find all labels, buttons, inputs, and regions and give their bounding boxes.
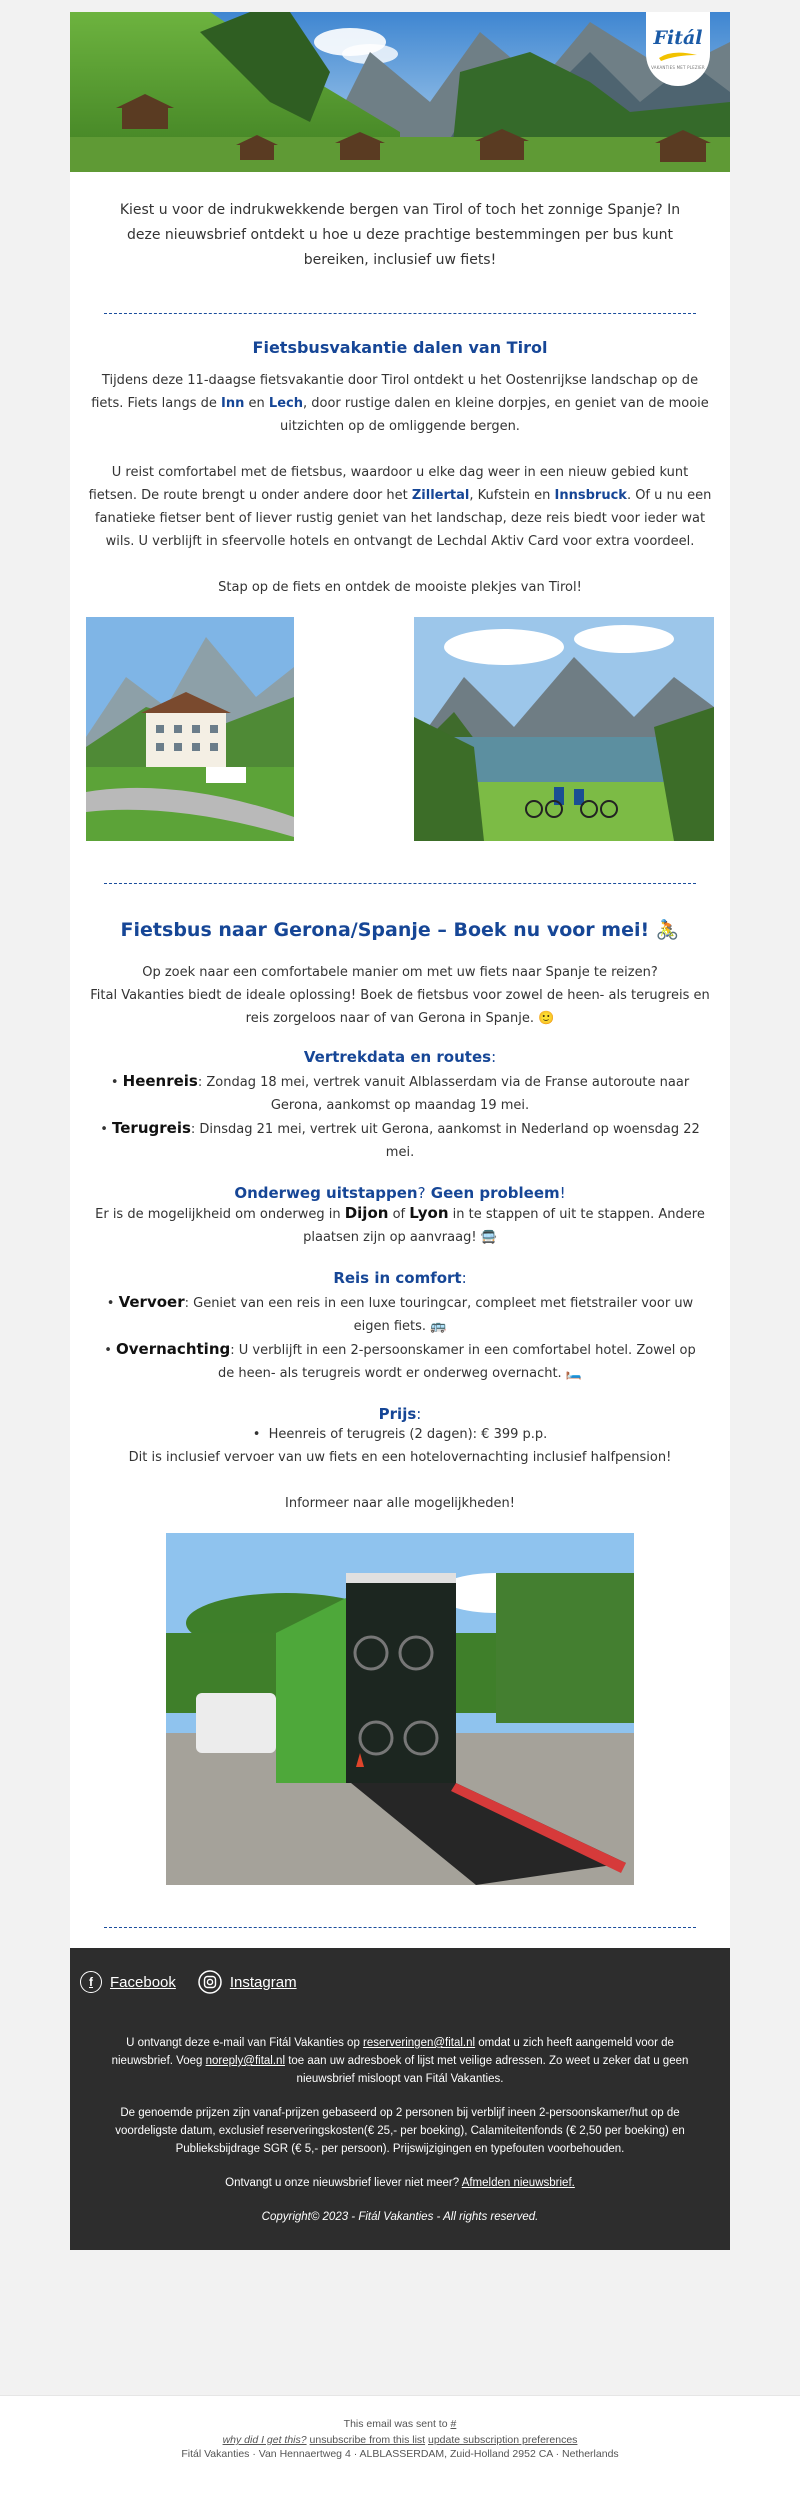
logo-word: Fitál — [653, 26, 703, 49]
unsubscribe-link[interactable]: Afmelden nieuwsbrief. — [461, 2177, 575, 2189]
coach-icon: 🚌 — [430, 1319, 447, 1334]
overnachting-item: • Overnachting: U verblijft in een 2-persoonskamer in een comfortabel hotel. Zowel op de heen- als terugreis wordt er onderweg overnacht. 🛏️ — [104, 1340, 696, 1381]
logo-swoosh-icon — [658, 51, 698, 61]
noreply-email-link[interactable]: noreply@fital.nl — [205, 2055, 286, 2067]
gerona-title: Fietsbus naar Gerona/Spanje – Boek nu voor mei! 🚴 — [120, 919, 680, 941]
stops-title: Onderweg uitstappen? Geen probleem! — [234, 1184, 566, 1202]
vervoer-item: • Vervoer: Geniet van een reis in een luxe touringcar, compleet met fietstrailer voor uw eigen fiets. 🚌 — [106, 1293, 694, 1334]
prijs-title: Prijs: — [378, 1405, 422, 1423]
tirol-photos — [70, 617, 730, 841]
lake-cyclists-photo — [414, 617, 714, 841]
instagram-icon — [198, 1970, 222, 1994]
tirol-paragraph-3: Stap op de fiets en ontdek de mooiste plekjes van Tirol! — [218, 580, 582, 595]
prijs-note: Dit is inclusief vervoer van uw fiets en een hotelovernachting inclusief halfpension! — [128, 1450, 672, 1465]
hotel-photo — [86, 617, 294, 841]
email-meta-footer — [0, 2395, 800, 2507]
zillertal-link: Zillertal — [411, 488, 470, 503]
intro-text: Kiest u voor de indrukwekkende bergen van Tirol of toch het zonnige Spanje? In deze nieuwsbrief ontdekt u hoe u deze prachtige bestemmingen per bus kunt bereiken, inclusief uw fiets! — [119, 202, 681, 268]
bike-trailer-photo — [70, 1533, 730, 1885]
facebook-icon: f — [80, 1971, 102, 1993]
tirol-paragraph-2: U reist comfortabel met de fietsbus, waardoor u elke dag weer in een nieuw gebied kunt fietsen. De route brengt u onder andere door het Zillertal, Kufstein en Innsbruck. Of u nu een fanatieke fietser bent of liever rustig geniet van het landschap, deze reis biedt voor ieder wat wils. U verblijft in sfeervolle hotels en ontvangt de Lechdal Aktiv Card voor extra voordeel. — [88, 465, 712, 549]
facebook-link[interactable]: f Facebook — [80, 1970, 176, 1994]
why-link[interactable]: why did I get this? — [222, 2434, 307, 2446]
cta-text: Informeer naar alle mogelijkheden! — [285, 1496, 515, 1511]
fital-logo[interactable] — [646, 12, 710, 86]
smiley-icon: 🙂 — [538, 1011, 555, 1026]
social-links — [80, 1970, 720, 1994]
bed-icon: 🛏️ — [565, 1366, 583, 1381]
instagram-link[interactable]: Instagram — [198, 1970, 297, 1994]
sender-address: Fitál Vakanties · Van Hennaertweg 4 · ALBLASSERDAM, Zuid-Holland 2952 CA · Netherlands — [181, 2448, 619, 2460]
sent-to-link[interactable]: # — [450, 2418, 457, 2430]
reserveringen-email-link[interactable]: reserveringen@fital.nl — [363, 2037, 476, 2049]
update-preferences-link[interactable]: update subscription preferences — [428, 2434, 578, 2446]
footer-notice: U ontvangt deze e-mail van Fitál Vakanties op reserveringen@fital.nl omdat u zich heeft aangemeld voor de nieuwsbrief. Voeg noreply@fital.nl toe aan uw adresboek of lijst met veilige adressen. Zo weet u zeker dat u geen nieuwsbrief misloopt van Fitál Vakanties. — [111, 2037, 689, 2085]
meta-links — [0, 2434, 800, 2446]
footer-copyright: Copyright© 2023 - Fitál Vakanties - All rights reserved. — [261, 2211, 539, 2223]
stops-text: Er is de mogelijkheid om onderweg in Dijon of Lyon in te stappen of uit te stappen. Andere plaatsen zijn op aanvraag! 🚍 — [95, 1204, 705, 1245]
tirol-paragraph-1: Tijdens deze 11-daagse fietsvakantie door Tirol ontdekt u het Oostenrijkse landschap op de fiets. Fiets langs de Inn en Lech, door rustige dalen en kleine dorpjes, en geniet van de mooie uitzichten op de omliggende bergen. — [91, 373, 709, 434]
terugreis-item: • Terugreis: Dinsdag 21 mei, vertrek uit Gerona, aankomst in Nederland op woensdag 22 mei. — [100, 1119, 700, 1160]
hero-image — [70, 12, 730, 172]
innsbruck-link: Innsbruck — [554, 488, 627, 503]
gerona-intro: Op zoek naar een comfortabele manier om met uw fiets naar Spanje te reizen? Fital Vakanties biedt de ideale oplossing! Boek de fietsbus voor zowel de heen- als terugreis en reis zorgeloos naar of van Gerona in Spanje. 🙂 — [90, 965, 710, 1026]
newsletter-container — [70, 12, 730, 2250]
cyclist-icon: 🚴 — [655, 919, 680, 941]
sent-to-line: This email was sent to # — [343, 2418, 457, 2430]
tirol-title: Fietsbusvakantie dalen van Tirol — [252, 338, 548, 357]
footer — [70, 1948, 730, 2250]
logo-tagline: VAKANTIES MET PLEZIER — [651, 64, 705, 70]
prijs-item: • Heenreis of terugreis (2 dagen): € 399 p.p. — [252, 1427, 548, 1442]
bus-icon: 🚍 — [480, 1230, 497, 1245]
inn-link: Inn — [221, 396, 245, 411]
footer-prices-disclaimer: De genoemde prijzen zijn vanaf-prijzen gebaseerd op 2 personen bij verblijf ineen 2-persoonskamer/hut op de voordeligste datum, exclusief reserveringskosten(€ 25,- per boeking), Calamiteitenfonds (€ 2,50 per boeking) en Publieksbijdrage SGR (€ 5,- per persoon). Prijswijzigingen en typefouten voorbehouden. — [115, 2107, 685, 2155]
footer-unsubscribe: Ontvangt u onze nieuwsbrief liever niet meer? Afmelden nieuwsbrief. — [225, 2177, 575, 2189]
heenreis-item: • Heenreis: Zondag 18 mei, vertrek vanuit Alblasserdam via de Franse autoroute naar Gerona, aankomst op maandag 19 mei. — [110, 1072, 690, 1113]
alpine-village-picture — [70, 12, 730, 172]
comfort-title: Reis in comfort: — [333, 1269, 467, 1287]
lech-link: Lech — [268, 396, 303, 411]
unsubscribe-list-link[interactable]: unsubscribe from this list — [309, 2434, 426, 2446]
routes-title: Vertrekdata en routes: — [303, 1048, 497, 1066]
